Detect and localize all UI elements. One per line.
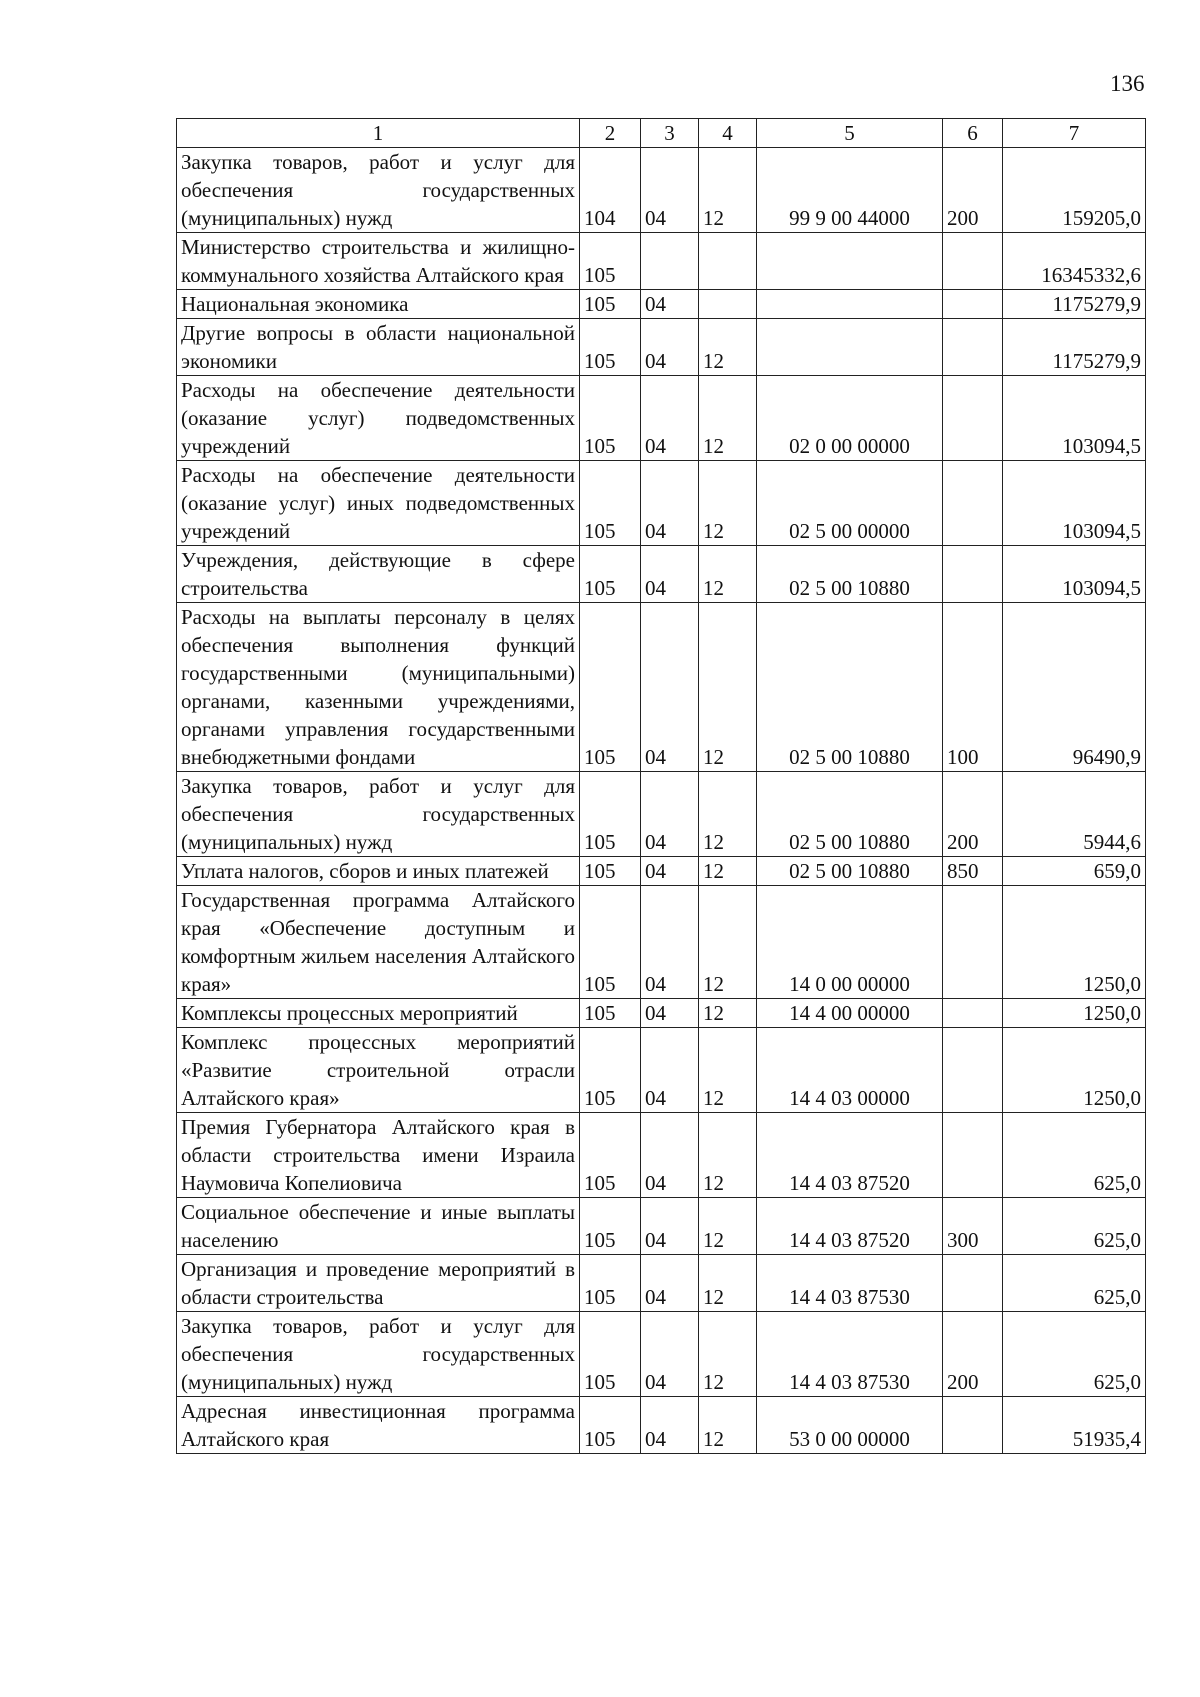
- row-subsection-cell: 12: [699, 603, 757, 772]
- table-body: [177, 148, 1146, 1454]
- row-grbs-cell: 105: [580, 376, 641, 461]
- row-subsection-cell: [699, 290, 757, 319]
- row-subsection-cell: 12: [699, 461, 757, 546]
- row-section-cell: 04: [641, 376, 699, 461]
- row-name-cell: Организация и проведение мероприятий в области строительства: [177, 1255, 580, 1312]
- row-amount-cell: 159205,0: [1003, 148, 1146, 233]
- column-header-1: 1: [177, 119, 580, 148]
- row-subsection-cell: 12: [699, 1255, 757, 1312]
- row-subsection-cell: 12: [699, 546, 757, 603]
- row-target-article-cell: 14 4 03 87520: [757, 1198, 943, 1255]
- page-number: 136: [1110, 71, 1145, 96]
- row-expense-type-cell: [943, 461, 1003, 546]
- row-expense-type-cell: [943, 1028, 1003, 1113]
- row-section-cell: 04: [641, 772, 699, 857]
- row-subsection-cell: 12: [699, 1312, 757, 1397]
- row-subsection-cell: 12: [699, 886, 757, 999]
- row-grbs-cell: 105: [580, 1198, 641, 1255]
- row-name-cell: Закупка товаров, работ и услуг для обеспечения государственных (муниципальных) нужд: [177, 772, 580, 857]
- row-amount-cell: 16345332,6: [1003, 233, 1146, 290]
- table-row: [177, 603, 1146, 772]
- row-amount-cell: 1175279,9: [1003, 319, 1146, 376]
- row-section-cell: 04: [641, 857, 699, 886]
- row-section-cell: 04: [641, 290, 699, 319]
- row-grbs-cell: 105: [580, 886, 641, 999]
- row-expense-type-cell: [943, 1255, 1003, 1312]
- row-expense-type-cell: 200: [943, 772, 1003, 857]
- row-amount-cell: 5944,6: [1003, 772, 1146, 857]
- row-grbs-cell: 105: [580, 1397, 641, 1454]
- row-amount-cell: 1250,0: [1003, 886, 1146, 999]
- row-expense-type-cell: [943, 546, 1003, 603]
- column-header-6: 6: [943, 119, 1003, 148]
- row-section-cell: 04: [641, 546, 699, 603]
- table-row: [177, 376, 1146, 461]
- row-expense-type-cell: [943, 319, 1003, 376]
- table-row: [177, 1198, 1146, 1255]
- row-subsection-cell: 12: [699, 999, 757, 1028]
- row-name-cell: Расходы на обеспечение деятельности (оказание услуг) иных подведомственных учреждений: [177, 461, 580, 546]
- row-amount-cell: 51935,4: [1003, 1397, 1146, 1454]
- table-row: [177, 461, 1146, 546]
- row-target-article-cell: 02 5 00 10880: [757, 603, 943, 772]
- table-row: [177, 999, 1146, 1028]
- row-section-cell: 04: [641, 603, 699, 772]
- row-subsection-cell: [699, 233, 757, 290]
- row-name-cell: Государственная программа Алтайского края «Обеспечение доступным и комфортным жильем населения Алтайского края»: [177, 886, 580, 999]
- row-subsection-cell: 12: [699, 857, 757, 886]
- table-row: [177, 1397, 1146, 1454]
- row-target-article-cell: [757, 290, 943, 319]
- row-target-article-cell: 02 5 00 10880: [757, 772, 943, 857]
- row-name-cell: Расходы на выплаты персоналу в целях обеспечения выполнения функций государственными (муниципальными) органами, казенными учреждениями, органами управления государственными внебюджетными фондами: [177, 603, 580, 772]
- row-subsection-cell: 12: [699, 772, 757, 857]
- column-header-3: 3: [641, 119, 699, 148]
- row-grbs-cell: 105: [580, 1113, 641, 1198]
- table-row: [177, 290, 1146, 319]
- column-header-5: 5: [757, 119, 943, 148]
- row-expense-type-cell: 200: [943, 1312, 1003, 1397]
- row-amount-cell: 1250,0: [1003, 999, 1146, 1028]
- row-subsection-cell: 12: [699, 1397, 757, 1454]
- row-section-cell: 04: [641, 1113, 699, 1198]
- row-target-article-cell: 14 4 03 87520: [757, 1113, 943, 1198]
- row-name-cell: Закупка товаров, работ и услуг для обеспечения государственных (муниципальных) нужд: [177, 1312, 580, 1397]
- row-name-cell: Комплексы процессных мероприятий: [177, 999, 580, 1028]
- table-row: [177, 886, 1146, 999]
- row-expense-type-cell: 200: [943, 148, 1003, 233]
- row-section-cell: 04: [641, 1397, 699, 1454]
- row-name-cell: Расходы на обеспечение деятельности (оказание услуг) подведомственных учреждений: [177, 376, 580, 461]
- table-row: [177, 148, 1146, 233]
- row-name-cell: Другие вопросы в области национальной экономики: [177, 319, 580, 376]
- row-expense-type-cell: [943, 999, 1003, 1028]
- row-section-cell: 04: [641, 886, 699, 999]
- row-target-article-cell: 99 9 00 44000: [757, 148, 943, 233]
- row-grbs-cell: 105: [580, 1312, 641, 1397]
- row-expense-type-cell: 300: [943, 1198, 1003, 1255]
- row-amount-cell: 1175279,9: [1003, 290, 1146, 319]
- table-row: [177, 1028, 1146, 1113]
- row-subsection-cell: 12: [699, 319, 757, 376]
- row-subsection-cell: 12: [699, 1028, 757, 1113]
- row-name-cell: Премия Губернатора Алтайского края в области строительства имени Израила Наумовича Копелиовича: [177, 1113, 580, 1198]
- table-row: [177, 772, 1146, 857]
- row-expense-type-cell: [943, 376, 1003, 461]
- row-expense-type-cell: 100: [943, 603, 1003, 772]
- row-amount-cell: 96490,9: [1003, 603, 1146, 772]
- row-amount-cell: 1250,0: [1003, 1028, 1146, 1113]
- row-name-cell: Уплата налогов, сборов и иных платежей: [177, 857, 580, 886]
- row-name-cell: Комплекс процессных мероприятий «Развитие строительной отрасли Алтайского края»: [177, 1028, 580, 1113]
- row-grbs-cell: 104: [580, 148, 641, 233]
- row-name-cell: Учреждения, действующие в сфере строительства: [177, 546, 580, 603]
- table-row: [177, 857, 1146, 886]
- row-grbs-cell: 105: [580, 603, 641, 772]
- row-target-article-cell: 02 0 00 00000: [757, 376, 943, 461]
- table-header-row: [177, 119, 1146, 148]
- row-section-cell: 04: [641, 1198, 699, 1255]
- column-header-2: 2: [580, 119, 641, 148]
- row-section-cell: 04: [641, 461, 699, 546]
- row-grbs-cell: 105: [580, 999, 641, 1028]
- row-name-cell: Министерство строительства и жилищно-коммунального хозяйства Алтайского края: [177, 233, 580, 290]
- row-grbs-cell: 105: [580, 461, 641, 546]
- row-target-article-cell: [757, 233, 943, 290]
- row-amount-cell: 103094,5: [1003, 546, 1146, 603]
- row-target-article-cell: 14 4 03 87530: [757, 1255, 943, 1312]
- row-grbs-cell: 105: [580, 546, 641, 603]
- row-amount-cell: 625,0: [1003, 1113, 1146, 1198]
- row-section-cell: 04: [641, 148, 699, 233]
- row-target-article-cell: 14 4 03 00000: [757, 1028, 943, 1113]
- row-grbs-cell: 105: [580, 1255, 641, 1312]
- row-target-article-cell: 02 5 00 10880: [757, 857, 943, 886]
- row-grbs-cell: 105: [580, 290, 641, 319]
- row-subsection-cell: 12: [699, 1113, 757, 1198]
- row-name-cell: Закупка товаров, работ и услуг для обеспечения государственных (муниципальных) нужд: [177, 148, 580, 233]
- row-name-cell: Адресная инвестиционная программа Алтайского края: [177, 1397, 580, 1454]
- table-row: [177, 546, 1146, 603]
- row-grbs-cell: 105: [580, 319, 641, 376]
- row-expense-type-cell: 850: [943, 857, 1003, 886]
- row-amount-cell: 625,0: [1003, 1198, 1146, 1255]
- table-row: [177, 1113, 1146, 1198]
- row-target-article-cell: 14 4 00 00000: [757, 999, 943, 1028]
- row-section-cell: 04: [641, 1255, 699, 1312]
- table-row: [177, 1312, 1146, 1397]
- row-section-cell: [641, 233, 699, 290]
- row-section-cell: 04: [641, 1312, 699, 1397]
- row-section-cell: 04: [641, 1028, 699, 1113]
- row-grbs-cell: 105: [580, 233, 641, 290]
- row-amount-cell: 625,0: [1003, 1255, 1146, 1312]
- row-expense-type-cell: [943, 886, 1003, 999]
- row-target-article-cell: 02 5 00 10880: [757, 546, 943, 603]
- row-section-cell: 04: [641, 319, 699, 376]
- row-name-cell: Социальное обеспечение и иные выплаты населению: [177, 1198, 580, 1255]
- row-amount-cell: 103094,5: [1003, 376, 1146, 461]
- row-grbs-cell: 105: [580, 772, 641, 857]
- row-subsection-cell: 12: [699, 148, 757, 233]
- table-row: [177, 1255, 1146, 1312]
- row-section-cell: 04: [641, 999, 699, 1028]
- column-header-7: 7: [1003, 119, 1146, 148]
- budget-table: [176, 118, 1146, 1454]
- table-row: [177, 319, 1146, 376]
- row-amount-cell: 659,0: [1003, 857, 1146, 886]
- row-name-cell: Национальная экономика: [177, 290, 580, 319]
- row-expense-type-cell: [943, 1397, 1003, 1454]
- row-target-article-cell: 14 0 00 00000: [757, 886, 943, 999]
- row-subsection-cell: 12: [699, 1198, 757, 1255]
- column-header-4: 4: [699, 119, 757, 148]
- row-target-article-cell: 14 4 03 87530: [757, 1312, 943, 1397]
- row-expense-type-cell: [943, 233, 1003, 290]
- row-amount-cell: 103094,5: [1003, 461, 1146, 546]
- row-expense-type-cell: [943, 290, 1003, 319]
- row-target-article-cell: 02 5 00 00000: [757, 461, 943, 546]
- row-amount-cell: 625,0: [1003, 1312, 1146, 1397]
- row-grbs-cell: 105: [580, 857, 641, 886]
- row-subsection-cell: 12: [699, 376, 757, 461]
- table-row: [177, 233, 1146, 290]
- row-target-article-cell: [757, 319, 943, 376]
- row-grbs-cell: 105: [580, 1028, 641, 1113]
- row-target-article-cell: 53 0 00 00000: [757, 1397, 943, 1454]
- row-expense-type-cell: [943, 1113, 1003, 1198]
